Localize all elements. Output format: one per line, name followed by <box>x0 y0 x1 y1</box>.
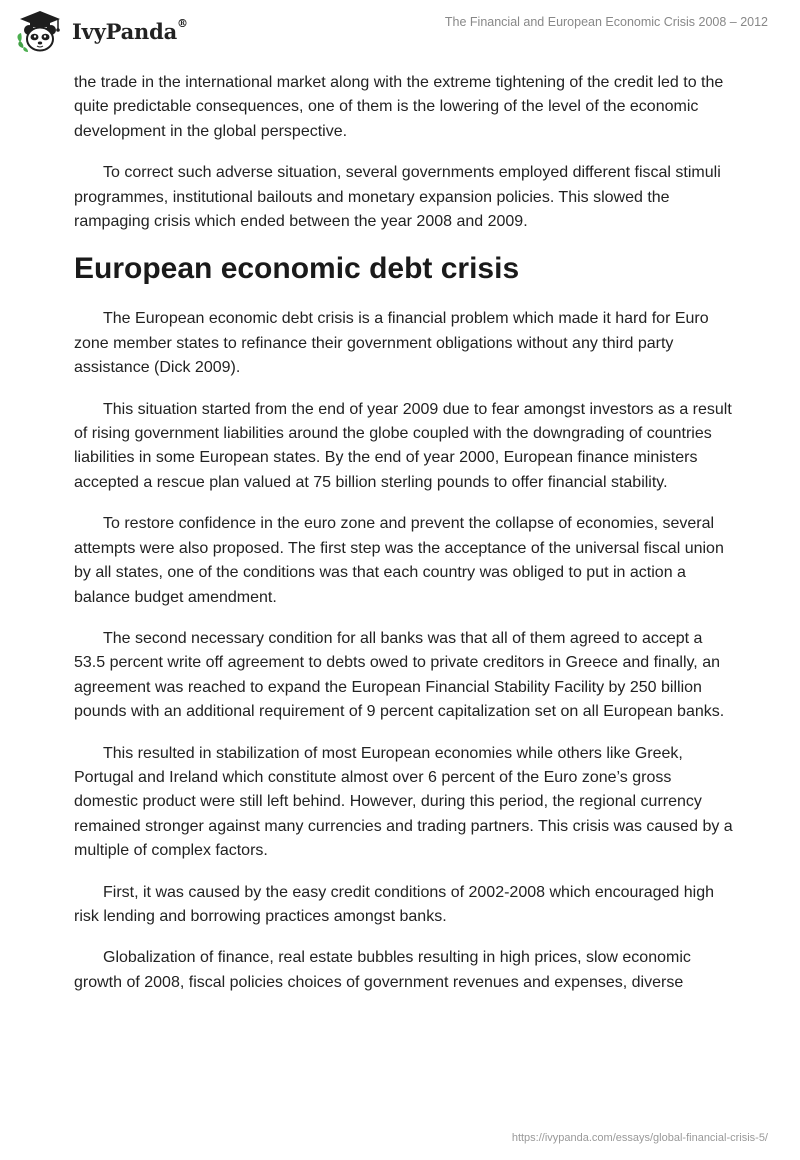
brand-name: IvyPanda® <box>72 16 188 44</box>
ivypanda-logo[interactable] <box>14 8 188 54</box>
essay-content <box>74 71 734 1012</box>
paragraph: Globalization of finance, real estate bubbles resulting in high prices, slow economic growth of 2008, fiscal policies choices of government revenues and expenses, diverse <box>74 949 691 991</box>
paragraph: To correct such adverse situation, several governments employed different fiscal stimuli programmes, institutional bailouts and monetary expansion policies. This slowed the rampaging crisis which ended between the year 2008 and 2009. <box>74 164 721 231</box>
section-heading: European economic debt crisis <box>74 252 520 286</box>
panda-graduation-cap-icon <box>14 8 66 54</box>
paragraph: This resulted in stabilization of most European economies while others like Greek, Portugal and Ireland which constitute almost over 6 percent of the Euro zone’s gross domestic product were still left behind. However, during this period, the regional currency remained stronger against many currencies and trading partners. This crisis was caused by a multiple of complex factors. <box>74 744 733 860</box>
document-title: The Financial and European Economic Crisis 2008 – 2012 <box>444 15 768 29</box>
paragraph: The European economic debt crisis is a financial problem which made it hard for Euro zone member states to refinance their government obligations without any third party assistance (Dick 2009). <box>74 310 709 377</box>
paragraph: the trade in the international market along with the extreme tightening of the credit led to the quite predictable consequences, one of them is the lowering of the level of the economic development in the global perspective. <box>74 74 724 140</box>
paragraph: The second necessary condition for all banks was that all of them agreed to accept a 53.5 percent write off agreement to debts owed to private creditors in Greece and finally, an agreement was reached to expand the European Financial Stability Facility by 250 billion pounds with an additional requirement of 9 percent capitalization set on all European banks. <box>74 629 725 721</box>
paragraph: This situation started from the end of year 2009 due to fear amongst investors as a result of rising government liabilities around the globe coupled with the downgrading of countries liabilities in some European states. By the end of year 2000, European finance ministers accepted a rescue plan valued at 75 billion sterling pounds to offer financial stability. <box>74 400 732 491</box>
paragraph: First, it was caused by the easy credit conditions of 2002-2008 which encouraged high risk lending and borrowing practices amongst banks. <box>74 883 715 925</box>
paragraph: To restore confidence in the euro zone and prevent the collapse of economies, several attempts were also proposed. The first step was the acceptance of the universal fiscal union by all states, one of the conditions was that each country was obliged to put in action a balance budget amendment. <box>74 515 724 606</box>
registered-mark: ® <box>177 16 188 30</box>
page-header <box>0 0 800 62</box>
source-url[interactable]: https://ivypanda.com/essays/global-financial-crisis-5/ <box>511 1132 768 1144</box>
